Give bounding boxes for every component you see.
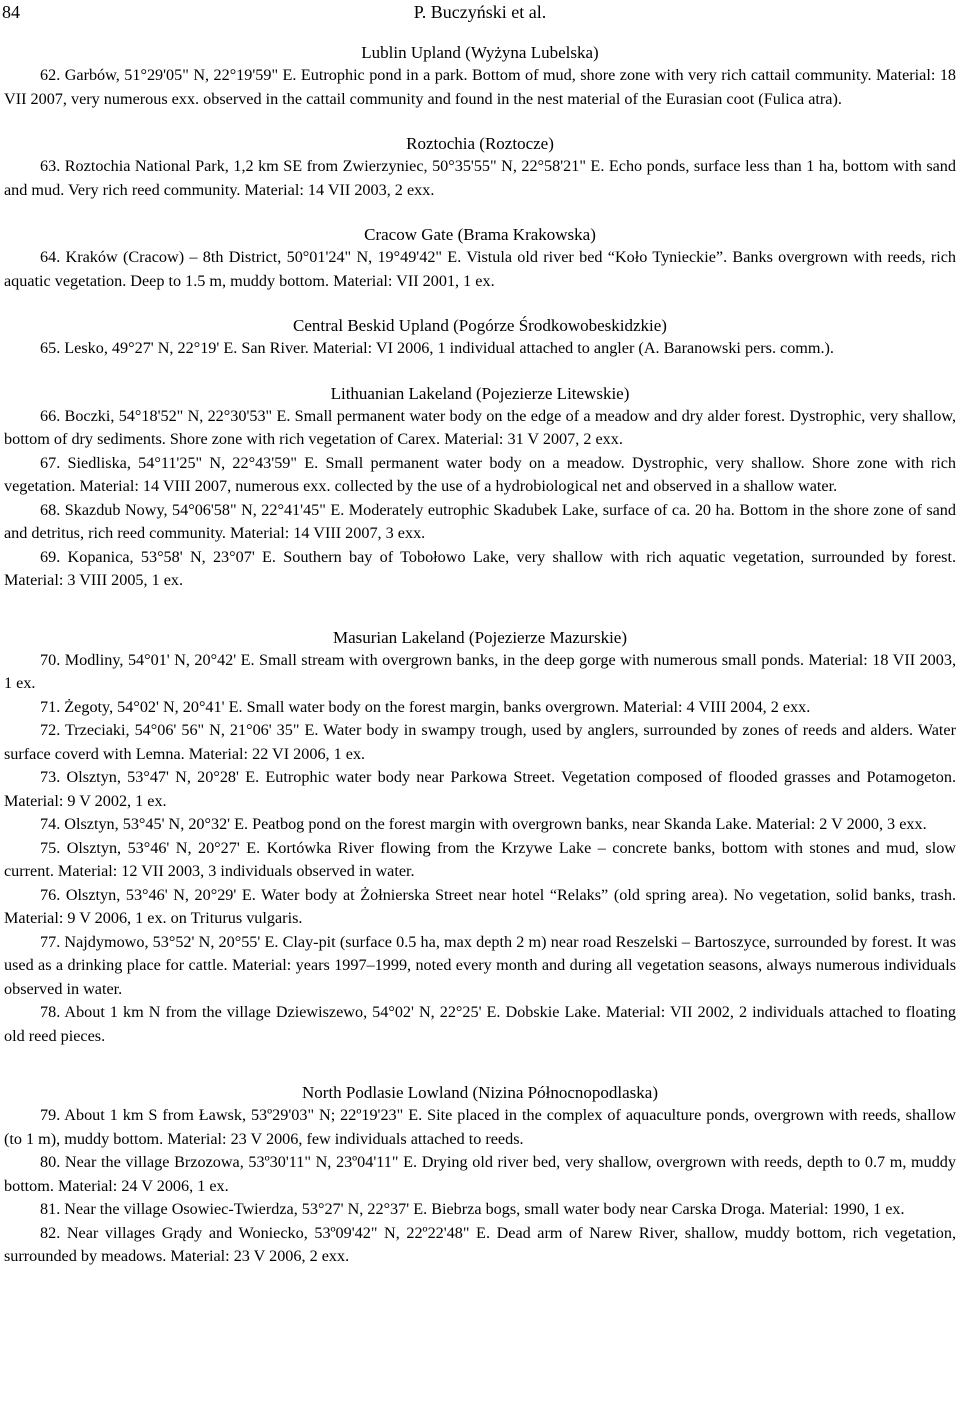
section-title-central-beskid-upland: Central Beskid Upland (Pogórze Środkowobeskidzkie) — [293, 316, 667, 335]
section-title-masurian-lakeland: Masurian Lakeland (Pojezierze Mazurskie) — [332, 627, 628, 647]
entry-78 — [4, 1001, 956, 1048]
entry-73 — [4, 766, 956, 813]
entry-number: 74. — [40, 815, 61, 833]
entry-69 — [4, 546, 956, 593]
entry-68 — [4, 499, 956, 546]
entry-text: Near villages Grądy and Woniecko, 53º09'42" N, 22º22'48" E. Dead arm of Narew River, shallow, muddy bottom, rich vegetation, surrounded by meadows. Material: 23 V 2006, 2 exx. — [4, 1223, 956, 1265]
entry-number: 79. — [40, 1106, 61, 1124]
entry-text: Olsztyn, 53°47' N, 20°28' E. Eutrophic water body near Parkowa Street. Vegetation composed of flooded grasses and Potamogeton. Material: 9 V 2002, 1 ex. — [4, 768, 957, 810]
entry-text: Olsztyn, 53°45' N, 20°32' E. Peatbog pond on the forest margin with overgrown banks, near Skanda Lake. Material: 2 V 2000, 3 exx. — [64, 815, 927, 833]
entry-number: 69. — [40, 547, 61, 566]
entry-number: 64. — [40, 248, 61, 266]
entry-text: Garbów, 51°29'05" N, 22°19'59" E. Eutrophic pond in a park. Bottom of mud, shore zone with very rich cattail community. Material: 18 VII 2007, very numerous exx. observed in the cattail community and found in the nest material of the Eurasian coot (Fulica atra). — [4, 66, 957, 108]
entry-text: Skazdub Nowy, 54°06'58" N, 22°41'45" E. Moderately eutrophic Skadubek Lake, surface of ca. 20 ha. Bottom in the shore zone of sand and detritus, rich reed community. Material: 14 VIII 2007, 3 exx. — [4, 500, 956, 542]
section-title-roztochia: Roztochia (Roztocze) — [406, 134, 554, 153]
entry-66 — [4, 405, 956, 452]
entry-number: 77. — [40, 932, 61, 951]
entry-62 — [4, 64, 956, 111]
entry-text: Trzeciaki, 54°06' 56" N, 21°06' 35" E. Water body in swampy trough, used by anglers, surrounded by zones of reeds and alders. Water surface coverd with Lemna. Material: 22 VI 2006, 1 ex. — [4, 721, 956, 763]
page-number: 84 — [2, 2, 20, 22]
entry-number: 82. — [40, 1223, 61, 1242]
entry-75 — [4, 837, 956, 884]
entry-74 — [4, 813, 956, 837]
entry-text: Najdymowo, 53°52' N, 20°55' E. Clay-pit (surface 0.5 ha, max depth 2 m) near road Reszelski – Bartoszyce, surrounded by forest. It was used as a drinking place for cattle. Material: years 1997–1999, noted every month and during all vegetation seasons, always numerous individuals observed in water. — [4, 932, 957, 998]
entry-65 — [4, 337, 956, 361]
entry-82 — [4, 1222, 956, 1269]
entry-number: 81. — [40, 1200, 61, 1218]
entry-76 — [4, 884, 956, 931]
entry-text: Roztochia National Park, 1,2 km SE from Zwierzyniec, 50°35'55" N, 22°58'21" E. Echo ponds, surface less than 1 ha, bottom with sand and mud. Very rich reed community. Material: 14 VII 2003, 2 exx. — [4, 157, 956, 199]
entry-71 — [4, 696, 956, 720]
entry-number: 70. — [40, 650, 61, 669]
running-title: P. Buczyński et al. — [413, 2, 547, 22]
entry-number: 73. — [40, 768, 61, 786]
entry-number: 80. — [40, 1153, 61, 1171]
entry-number: 72. — [40, 721, 61, 739]
entry-text: About 1 km S from Ławsk, 53º29'03" N; 22º19'23" E. Site placed in the complex of aquaculture ponds, overgrown with reeds, shallow (to 1 m), muddy bottom. Material: 23 V 2006, few individuals attached to reeds. — [4, 1106, 956, 1148]
entry-text: Lesko, 49°27' N, 22°19' E. San River. Material: VI 2006, 1 individual attached to angler (A. Baranowski pers. comm.). — [64, 339, 834, 357]
entry-number: 63. — [40, 157, 61, 175]
entry-text: Near the village Osowiec-Twierdza, 53°27' N, 22°37' E. Biebrza bogs, small water body near Carska Droga. Material: 1990, 1 ex. — [64, 1200, 905, 1218]
entry-number: 62. — [40, 66, 61, 84]
section-title-north-podlasie-lowland: North Podlasie Lowland (Nizina Północnopodlaska) — [302, 1083, 658, 1102]
entry-text: Near the village Brzozowa, 53º30'11" N, 23º04'11" E. Drying old river bed, very shallow, overgrown with reeds, depth to 0.7 m, muddy bottom. Material: 24 V 2006, 1 ex. — [4, 1153, 956, 1195]
entry-text: Olsztyn, 53°46' N, 20°29' E. Water body at Żołnierska Street near hotel “Relaks” (old spring area). No vegetation, solid banks, trash. Material: 9 V 2006, 1 ex. on Triturus vulgaris. — [4, 885, 957, 927]
entry-text: Kopanica, 53°58' N, 23°07' E. Southern bay of Tobołowo Lake, very shallow with rich aquatic vegetation, surrounded by forest. Material: 3 VIII 2005, 1 ex. — [4, 547, 956, 589]
section-title-cracow-gate: Cracow Gate (Brama Krakowska) — [364, 225, 596, 244]
entry-number: 67. — [40, 453, 61, 472]
entry-number: 75. — [40, 838, 61, 857]
entry-number: 66. — [40, 406, 61, 425]
entry-64 — [4, 246, 956, 293]
entry-number: 78. — [40, 1003, 61, 1021]
entry-text: Siedliska, 54°11'25" N, 22°43'59" E. Small permanent water body on a meadow. Dystrophic, very shallow. Shore zone with rich vegetation. Material: 14 VIII 2007, numerous exx. collected by the use of a hydrobiological net and observed in a shallow water. — [4, 453, 956, 495]
entry-number: 68. — [40, 500, 61, 519]
entry-67 — [4, 452, 956, 499]
entry-80 — [4, 1151, 956, 1198]
entry-text: About 1 km N from the village Dziewiszewo, 54°02' N, 22°25' E. Dobskie Lake. Material: VII 2002, 2 individuals attached to floating old reed pieces. — [4, 1003, 957, 1045]
entry-text: Modliny, 54°01' N, 20°42' E. Small stream with overgrown banks, in the deep gorge with numerous small ponds. Material: 18 VII 2003, 1 ex. — [4, 650, 957, 692]
entry-70 — [4, 649, 956, 696]
section-title-lithuanian-lakeland: Lithuanian Lakeland (Pojezierze Litewskie) — [330, 383, 630, 403]
entry-text: Żegoty, 54°02' N, 20°41' E. Small water body on the forest margin, banks overgrown. Material: 4 VIII 2004, 2 exx. — [64, 697, 811, 716]
entry-77 — [4, 931, 956, 1002]
entry-number: 71. — [40, 697, 61, 716]
document-page — [4, 0, 956, 1269]
entry-text: Kraków (Cracow) – 8th District, 50°01'24" N, 19°49'42" E. Vistula old river bed “Koło Tynieckie”. Banks overgrown with reeds, rich aquatic vegetation. Deep to 1.5 m, muddy bottom. Material: VII 2001, 1 ex. — [4, 248, 956, 290]
entry-72 — [4, 719, 956, 766]
entry-text: Olsztyn, 53°46' N, 20°27' E. Kortówka River flowing from the Krzywe Lake – concrete banks, bottom with stones and mud, slow current. Material: 12 VII 2003, 3 individuals observed in water. — [4, 838, 957, 880]
section-title-lublin-upland: Lublin Upland (Wyżyna Lubelska) — [361, 43, 599, 62]
page-header — [4, 0, 956, 27]
entry-number: 76. — [40, 885, 61, 904]
entry-81 — [4, 1198, 956, 1222]
entry-79 — [4, 1104, 956, 1151]
entry-text: Boczki, 54°18'52" N, 22°30'53" E. Small permanent water body on the edge of a meadow and dry alder forest. Dystrophic, very shallow, bottom of dry sediments. Shore zone with rich vegetation of Carex. Material: 31 V 2007, 2 exx. — [4, 406, 957, 448]
entry-number: 65. — [40, 339, 61, 357]
entry-63 — [4, 155, 956, 202]
